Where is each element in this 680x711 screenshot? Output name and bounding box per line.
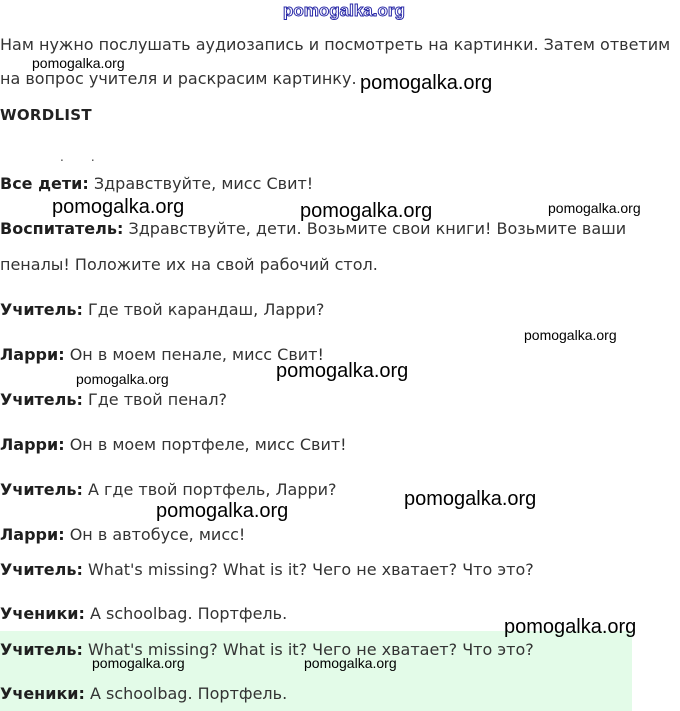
line-text: А где твой портфель, Ларри?	[82, 480, 337, 499]
speaker-label: Воспитатель:	[0, 219, 124, 238]
dialogue-line	[0, 525, 245, 544]
watermark-top: pomogalka.org	[283, 1, 405, 20]
line-text: Где твой пенал?	[82, 390, 228, 409]
watermark: pomogalka.org	[304, 655, 397, 671]
line-text: A schoolbag. Портфель.	[84, 684, 288, 703]
dialogue-line	[0, 604, 287, 623]
speaker-label: Ларри:	[0, 345, 65, 364]
speaker-label: Ученики:	[0, 604, 85, 623]
watermark: pomogalka.org	[504, 616, 637, 638]
line-text: Он в моем пенале, мисс Свит!	[64, 345, 324, 364]
dialogue-line	[0, 480, 337, 499]
watermark: pomogalka.org	[156, 500, 289, 522]
dialogue-line	[0, 640, 534, 659]
speaker-label: Учитель:	[0, 640, 83, 659]
line-text: Здравствуйте, мисс Свит!	[88, 174, 314, 193]
watermark: pomogalka.org	[76, 371, 169, 387]
intro-line-1: Нам нужно послушать аудиозапись и посмотреть на картинки. Затем ответим	[0, 35, 671, 54]
watermark: pomogalka.org	[360, 72, 493, 94]
watermark: pomogalka.org	[32, 55, 125, 71]
line-text: Здравствуйте, дети. Возьмите свои книги! Возьмите ваши	[123, 219, 627, 238]
decorative-dots: ..	[60, 150, 122, 164]
dialogue-line	[0, 174, 313, 193]
watermark: pomogalka.org	[524, 327, 617, 343]
intro-line-2: на вопрос учителя и раскрасим картинку.	[0, 69, 357, 88]
watermark: pomogalka.org	[300, 200, 433, 222]
dialogue-line	[0, 560, 534, 579]
watermark: pomogalka.org	[92, 655, 185, 671]
speaker-label: Ларри:	[0, 525, 65, 544]
speaker-label: Все дети:	[0, 174, 89, 193]
watermark: pomogalka.org	[548, 200, 641, 216]
dialogue-line	[0, 684, 287, 703]
watermark: pomogalka.org	[276, 360, 409, 382]
watermark: pomogalka.org	[404, 488, 537, 510]
line-text: A schoolbag. Портфель.	[84, 604, 288, 623]
dialogue-line	[0, 300, 324, 319]
speaker-label: Ларри:	[0, 435, 65, 454]
dialogue-line	[0, 390, 227, 409]
wordlist-heading: WORDLIST	[0, 106, 92, 124]
watermark: pomogalka.org	[52, 196, 185, 218]
line-text: What's missing? What is it? Чего не хватает? Что это?	[82, 640, 534, 659]
speaker-label: Учитель:	[0, 390, 83, 409]
dialogue-line	[0, 435, 347, 454]
speaker-label: Ученики:	[0, 684, 85, 703]
line-text: Где твой карандаш, Ларри?	[82, 300, 325, 319]
speaker-label: Учитель:	[0, 480, 83, 499]
line-text: What's missing? What is it? Чего не хватает? Что это?	[82, 560, 534, 579]
speaker-label: Учитель:	[0, 300, 83, 319]
dialogue-line-continuation: пеналы! Положите их на свой рабочий стол.	[0, 255, 378, 274]
line-text: Он в автобусе, мисс!	[64, 525, 246, 544]
speaker-label: Учитель:	[0, 560, 83, 579]
line-text: Он в моем портфеле, мисс Свит!	[64, 435, 347, 454]
